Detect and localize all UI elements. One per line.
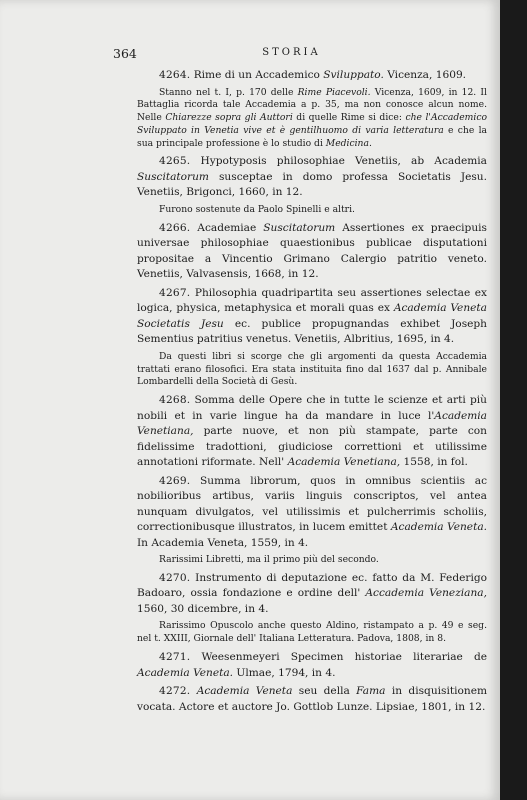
catalog-entry bbox=[137, 650, 487, 681]
entry-text: Rarissimi Libretti, ma il primo più del secondo. bbox=[159, 554, 379, 566]
italic-text: Rime Piacevoli. bbox=[297, 86, 371, 98]
entry-text: In Academia Veneta, 1559, in 4. bbox=[137, 536, 309, 549]
catalog-entry bbox=[137, 474, 487, 552]
entry-text: seu della bbox=[292, 685, 357, 698]
entry-text: Assertiones ex praecipuis universae philosophiae quaestionibus publicae disputationi propositae a Vincentio Grimano Calergio patritio veneto. Venetiis, Valvasensis, 1668, in 12. bbox=[137, 221, 487, 281]
catalog-entry bbox=[137, 684, 487, 715]
italic-text: Sviluppato. bbox=[323, 69, 384, 81]
catalog-entry bbox=[137, 154, 487, 201]
italic-text: Suscitatorum bbox=[263, 221, 336, 234]
italic-text: Chiarezze sopra gli Auttori bbox=[165, 112, 293, 124]
entry-text: Philosophia quadripartita seu assertiones selectae ex logica, physica, metaphysica et morali quas ex bbox=[137, 286, 487, 315]
entry-text: Furono sostenute da Paolo Spinelli e altri. bbox=[159, 203, 355, 215]
italic-text: Fama bbox=[356, 685, 386, 698]
italic-text: Accademia Veneziana, bbox=[365, 587, 487, 600]
italic-text: Medicina. bbox=[325, 137, 372, 149]
entry-number: 4272. bbox=[159, 685, 191, 698]
italic-text: che l'Accademico Sviluppato in Venetia vive et è gentilhuomo di varia letteratura bbox=[137, 112, 488, 136]
catalog-entry bbox=[137, 393, 487, 471]
page-header bbox=[113, 46, 470, 66]
entry-number: 4268. bbox=[159, 394, 191, 407]
entry-text: Summa librorum, quos in omnibus scientiis ac nobilioribus artibus, variis linguis conscriptos, vel antea nunquam divulgatos, vel utilissimis et pulcherrimis scholiis, correctionibusque illustratos, in lucem emittet bbox=[137, 474, 487, 534]
entry-number: 4266. bbox=[159, 221, 191, 234]
catalog-entry bbox=[137, 286, 487, 348]
entry-text: Hypotyposis philosophiae Venetiis, ab Academia bbox=[190, 155, 487, 168]
running-title: STORIA bbox=[262, 47, 321, 58]
entry-number: 4270. bbox=[159, 571, 191, 584]
entry-text: Instrumento di deputazione ec. fatto da M. Federigo Badoaro, ossia fondazione e ordine dell' bbox=[137, 571, 487, 600]
entry-number: 4267. bbox=[159, 286, 191, 299]
italic-text: Academia Veneta. bbox=[390, 521, 488, 534]
entry-note bbox=[137, 554, 487, 567]
entry-text: Rime di un Accademico bbox=[190, 69, 324, 81]
italic-text: Academia Veneta Societatis Jesu bbox=[137, 302, 487, 330]
entry-number: 4271. bbox=[159, 651, 191, 664]
entry-number: 4265. bbox=[159, 155, 191, 168]
catalog-entry bbox=[137, 221, 487, 283]
entry-text: Da questi libri si scorge che gli argomenti da questa Accademia trattati erano filosofici. Era stata instituita fino dal 1637 dal p. Annibale Lombardelli della Società di Gesù. bbox=[137, 350, 487, 388]
entry-text: parte nuove, et non più stampate, parte con fidelissime tradottioni, giudiciose correttioni et utilissime annotationi riformate. Nell' bbox=[137, 425, 487, 469]
entry-number: 4269. bbox=[159, 474, 191, 487]
italic-text: Academia Venetiana, bbox=[137, 409, 487, 438]
entry-text: Somma delle Opere che in tutte le scienze et arti più nobili et in varie lingue ha da mandare in luce l' bbox=[137, 394, 487, 422]
entry-text: Ulmae, 1794, in 4. bbox=[233, 666, 336, 679]
entry-text: Rarissimo Opuscolo anche questo Aldino, ristampato a p. 49 e seg. nel t. XXIII, Giornale dell' Italiana Letteratura. Padova, 1808, in 8. bbox=[137, 620, 487, 645]
catalog-entry bbox=[137, 68, 487, 84]
italic-text: Academia Venetiana, bbox=[287, 456, 401, 469]
entry-text: e che la sua principale professione è lo studio di bbox=[137, 124, 487, 149]
entry-note bbox=[137, 204, 487, 217]
entry-text: susceptae in domo professa Societatis Jesu. Venetiis, Brigonci, 1660, in 12. bbox=[137, 170, 487, 199]
entry-text: in disquisitionem vocata. Actore et auctore Jo. Gottlob Lunze. Lipsiae, 1801, in 12. bbox=[137, 685, 488, 713]
entry-note bbox=[137, 351, 487, 389]
entry-note bbox=[137, 87, 487, 151]
entry-text: Academiae bbox=[190, 221, 264, 234]
entry-text: Vicenza, 1609. bbox=[383, 69, 467, 81]
entry-note bbox=[137, 620, 487, 646]
entry-text: di quelle Rime si dice: bbox=[292, 112, 406, 124]
entry-text: Weesenmeyeri Specimen historiae literariae de bbox=[190, 651, 487, 664]
entry-text: ec. publice propugnandas exhibet Joseph Sementius patritius venetus. Venetiis, Albritius, 1695, in 4. bbox=[137, 317, 487, 346]
entry-text: Vicenza, 1609, in 12. Il Battaglia ricorda tale Accademia a p. 35, ma non conosce alcun nome. Nelle bbox=[137, 86, 487, 124]
italic-text: Academia Veneta. bbox=[137, 666, 234, 679]
italic-text: Academia Veneta bbox=[196, 685, 293, 698]
entry-number: 4264. bbox=[159, 69, 191, 81]
entry-text: 1558, in fol. bbox=[400, 456, 468, 469]
catalog-entries bbox=[137, 68, 487, 718]
page-number: 364 bbox=[113, 46, 137, 61]
entry-text: Stanno nel t. I, p. 170 delle bbox=[159, 86, 298, 98]
italic-text: Suscitatorum bbox=[137, 170, 209, 183]
catalog-entry bbox=[137, 571, 487, 618]
entry-text: 1560, 30 dicembre, in 4. bbox=[137, 602, 269, 615]
